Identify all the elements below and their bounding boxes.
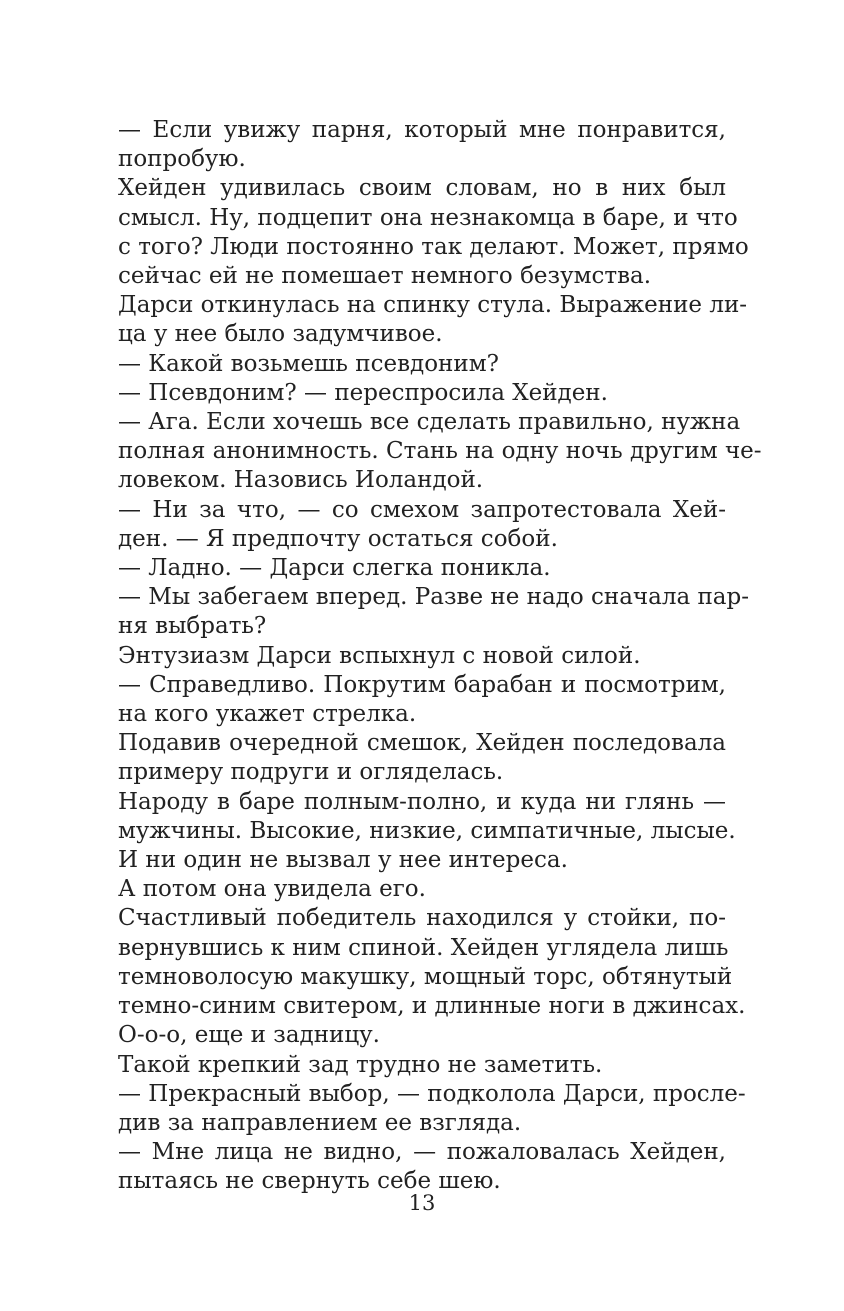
text-line: Хейден удивилась своим словам, но в них был: [118, 175, 726, 202]
text-line: Народу в баре полным-полно, и куда ни глянь —: [118, 788, 726, 815]
text-line: — Прекрасный выбор, — подколола Дарси, просле-: [118, 1080, 746, 1107]
text-line: И ни один не вызвал у нее интереса.: [118, 847, 568, 874]
paragraph: [118, 379, 726, 408]
paragraph: [118, 496, 726, 554]
text-line: — Ни за что, — со смехом запротестовала Хей-: [118, 496, 726, 523]
text-line: Подавив очередной смешок, Хейден последовала: [118, 730, 726, 757]
text-line: — Какой возьмешь псевдоним?: [118, 350, 499, 377]
text-line: вернувшись к ним спиной. Хейден углядела лишь: [118, 934, 729, 961]
text-line: Дарси откинулась на спинку стула. Выражение ли-: [118, 292, 748, 319]
paragraph: [118, 554, 726, 583]
text-line: ден. — Я предпочту остаться собой.: [118, 525, 558, 552]
paragraph: [118, 1080, 746, 1138]
paragraph: [118, 583, 750, 641]
paragraph: [118, 291, 748, 349]
text-line: О-о-о, еще и задницу.: [118, 1022, 380, 1049]
text-line: сейчас ей не помешает немного безумства.: [118, 263, 652, 290]
text-line: примеру подруги и огляделась.: [118, 759, 504, 786]
paragraph: [118, 1021, 726, 1050]
paragraph: [118, 1138, 726, 1196]
text-line: ца у нее было задумчивое.: [118, 321, 443, 348]
text-line: А потом она увидела его.: [118, 876, 426, 903]
text-line: див за направлением ее взгляда.: [118, 1109, 522, 1136]
text-line: на кого укажет стрелка.: [118, 701, 417, 728]
paragraph: [118, 116, 726, 174]
body-text: [118, 116, 762, 1197]
paragraph: [118, 408, 762, 496]
paragraph: [118, 671, 726, 729]
text-line: Такой крепкий зад трудно не заметить.: [118, 1051, 603, 1078]
text-line: ня выбрать?: [118, 613, 267, 640]
paragraph: [118, 729, 726, 787]
text-line: — Ладно. — Дарси слегка поникла.: [118, 555, 551, 582]
text-line: попробую.: [118, 146, 246, 173]
paragraph: [118, 875, 726, 904]
paragraph: [118, 174, 749, 291]
paragraph: [118, 904, 746, 1021]
text-line: — Мне лица не видно, — пожаловалась Хейден,: [118, 1139, 726, 1166]
text-line: темноволосую макушку, мощный торс, обтянутый: [118, 963, 733, 990]
paragraph: [118, 1051, 726, 1080]
text-line: — Псевдоним? — переспросила Хейден.: [118, 379, 608, 406]
text-line: пытаясь не свернуть себе шею.: [118, 1168, 501, 1195]
text-line: Счастливый победитель находился у стойки, по-: [118, 905, 726, 932]
text-line: — Ага. Если хочешь все сделать правильно, нужна: [118, 409, 741, 436]
text-line: мужчины. Высокие, низкие, симпатичные, лысые.: [118, 817, 736, 844]
paragraph: [118, 788, 736, 876]
text-line: — Если увижу парня, который мне понравится,: [118, 117, 726, 143]
paragraph: [118, 350, 726, 379]
text-line: с того? Люди постоянно так делают. Может, прямо: [118, 233, 749, 260]
page-number: 13: [408, 1191, 436, 1215]
paragraph: [118, 642, 726, 671]
text-line: Энтузиазм Дарси вспыхнул с новой силой.: [118, 642, 641, 669]
text-line: — Справедливо. Покрутим барабан и посмотрим,: [118, 671, 726, 698]
text-line: — Мы забегаем вперед. Разве не надо сначала пар-: [118, 584, 750, 611]
text-line: смысл. Ну, подцепит она незнакомца в баре, и что: [118, 204, 738, 231]
text-line: темно-синим свитером, и длинные ноги в джинсах.: [118, 993, 746, 1020]
text-line: полная анонимность. Стань на одну ночь другим че-: [118, 438, 762, 465]
text-line: ловеком. Назовись Иоландой.: [118, 467, 484, 494]
